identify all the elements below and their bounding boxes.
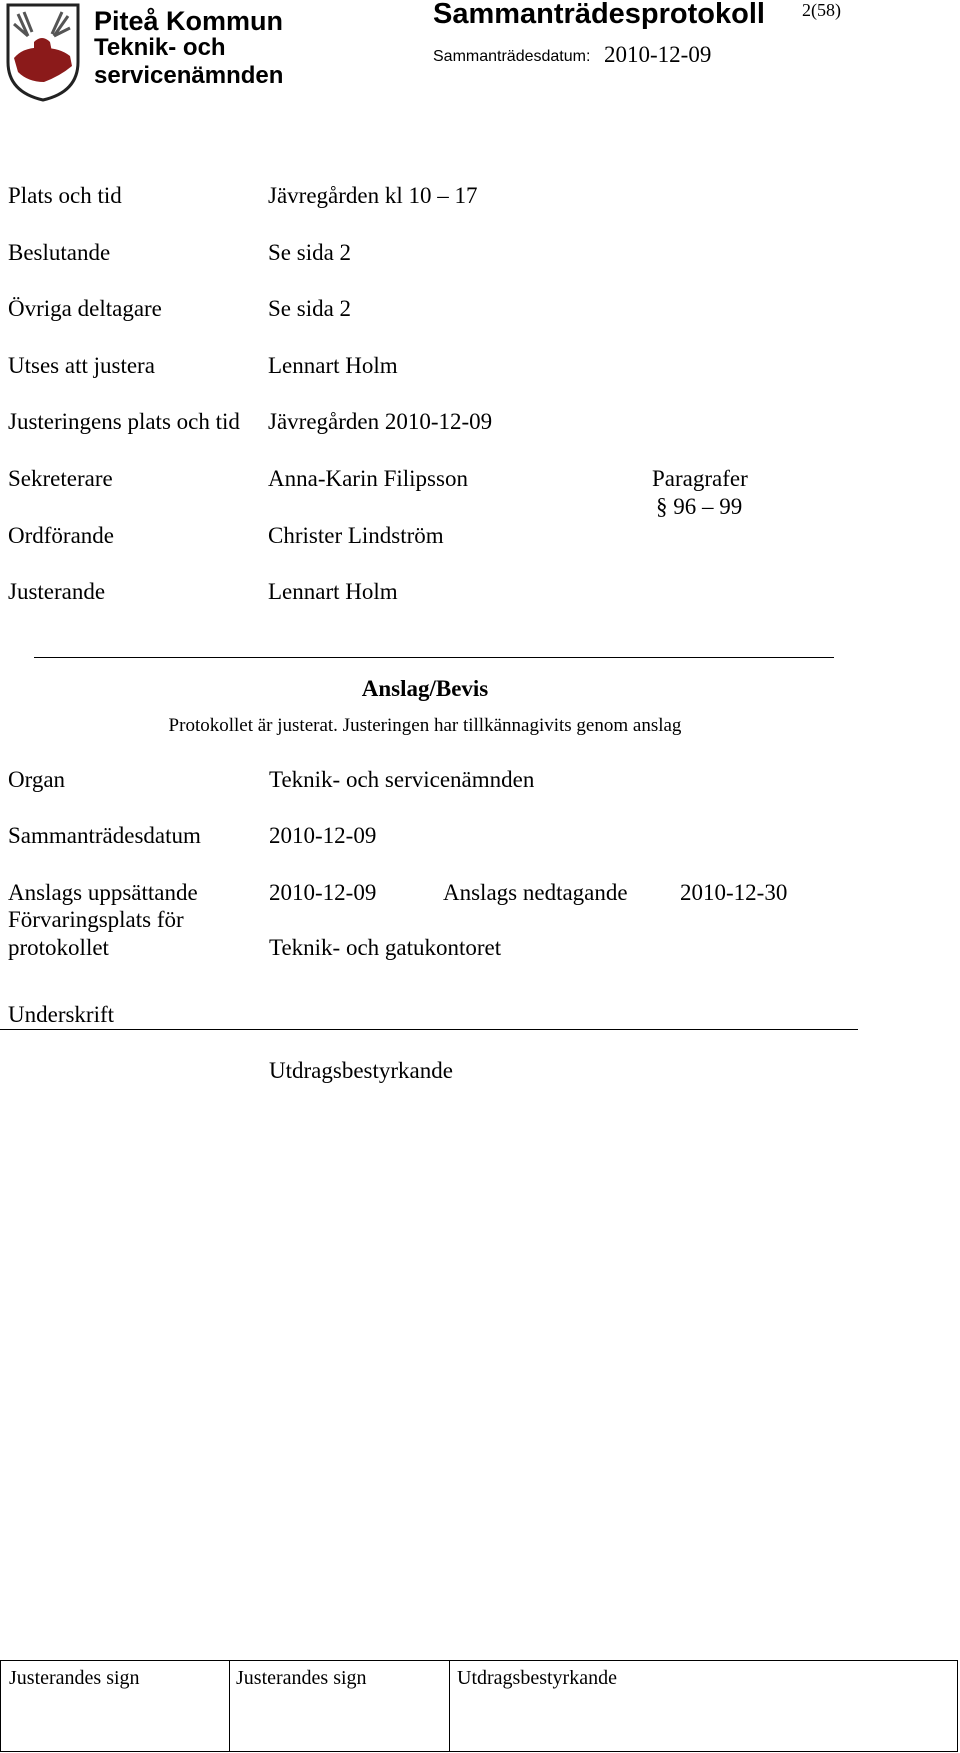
certification-label: Utdragsbestyrkande [269,1058,453,1083]
municipality-name: Piteå Kommun [94,6,284,36]
posting-value: 2010-12-09 [269,880,377,905]
organ-value: Teknik- och servicenämnden [269,767,535,792]
signature-label: Underskrift [8,1002,115,1027]
adjuster-value: Lennart Holm [268,579,398,604]
footer-cell-2 [229,1661,450,1751]
meeting-date-value-2: 2010-12-09 [269,823,377,848]
posting-label: Anslags uppsättande [8,880,198,905]
notice-text: Protokollet är justerat. Justeringen har tillkännagivits genom anslag [168,715,682,736]
appointed-adjuster-label: Utses att justera [8,353,155,378]
municipal-logo [4,2,82,102]
place-label: Plats och tid [8,183,122,208]
footer-cell-label: Utdragsbestyrkande [457,1667,617,1689]
signature-underline [0,1029,858,1030]
footer-cell-label: Justerandes sign [236,1667,367,1689]
other-participants-label: Övriga deltagare [8,296,162,321]
storage-value: Teknik- och gatukontoret [269,935,502,960]
chair-value: Christer Lindström [268,523,444,548]
paragraphs-label: Paragrafer [652,466,748,491]
chair-label: Ordförande [8,523,115,548]
page-number: 2(58) [802,0,841,20]
meeting-date-label: Sammanträdesdatum: [433,48,591,65]
department-name-line2: servicenämnden [94,62,284,89]
organ-label: Organ [8,767,66,792]
department-name-line1: Teknik- och [94,34,226,61]
footer-cell-1 [1,1661,229,1751]
place-value: Jävregården kl 10 – 17 [268,183,478,208]
adjustment-place-value: Jävregården 2010-12-09 [268,409,493,434]
adjustment-place-label: Justeringens plats och tid [8,409,240,434]
document-title: Sammanträdesprotokoll [433,0,765,30]
footer-signature-table [0,1660,958,1752]
paragraphs-value: § 96 – 99 [656,494,743,519]
decision-makers-label: Beslutande [8,240,111,265]
footer-cell-3 [449,1661,958,1751]
removal-value: 2010-12-30 [680,880,788,905]
appointed-adjuster-value: Lennart Holm [268,353,398,378]
notice-title: Anslag/Bevis [361,676,489,701]
footer-cell-label: Justerandes sign [9,1667,140,1689]
storage-label-line1: Förvaringsplats för [8,907,184,932]
meeting-date-label-2: Sammanträdesdatum [8,823,201,848]
adjuster-label: Justerande [8,579,106,604]
meeting-date-value: 2010-12-09 [604,42,712,67]
signature-line [34,657,834,658]
secretary-value: Anna-Karin Filipsson [268,466,468,491]
decision-makers-value: Se sida 2 [268,240,352,265]
removal-label: Anslags nedtagande [443,880,628,905]
other-participants-value: Se sida 2 [268,296,352,321]
storage-label-line2: protokollet [8,935,109,960]
secretary-label: Sekreterare [8,466,113,491]
